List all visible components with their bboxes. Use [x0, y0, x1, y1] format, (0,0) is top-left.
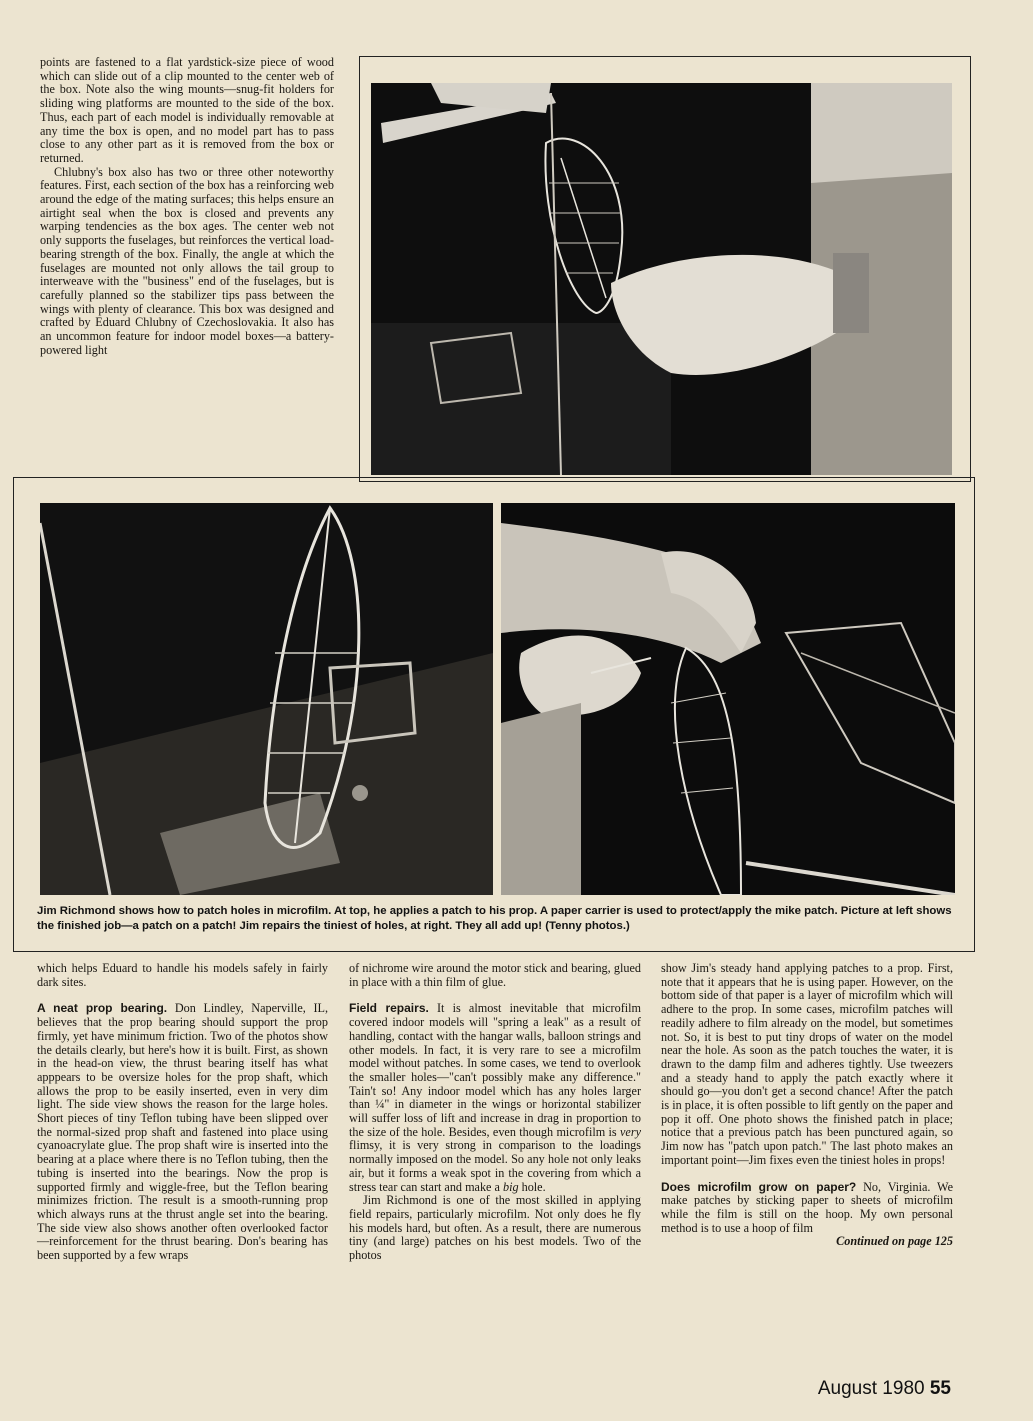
issue-date: August 1980 — [817, 1378, 925, 1399]
emphasis: very — [620, 1124, 641, 1139]
paragraph: Chlubny's box also has two or three other noteworthy features. First, each section of the box has a reinforcing web around the edge of the mating surfaces; this helps ensure an airtight seal when the box is closed and prevents any warping tendencies as the box ages. The center web not only supports the fuselages, but reinforces the vertical load-bearing strength of the box. Finally, the angle at which the fuselages are mounted not only allows the tail group to interweave with the "business" end of the fuselages, but is carefully planned so the stabilizer tips pass between the wings with plenty of clearance. This box was designed and crafted by Eduard Chlubny of Czechoslovakia. It also has an uncommon feature for indoor model boxes—a battery-powered light — [40, 164, 334, 357]
section-heading: Field repairs. — [349, 1001, 429, 1016]
paragraph-text: No, Virginia. We make patches by sticking paper to sheets of microfilm while the film is still on the hoop. My own personal method is to use a hoop of film — [661, 1179, 953, 1235]
paragraph: Jim Richmond is one of the most skilled in applying field repairs, particularly microfilm. Not only does he fly his models hard, but often. As a result, there are numerous tiny (and large) patches on his best models. Two of the photos — [349, 1193, 641, 1263]
photo-caption: Jim Richmond shows how to patch holes in microfilm. At top, he applies a patch to his prop. A paper carrier is used to protect/apply the mike patch. Picture at left shows the finished job—a patch on a patch! Jim repairs the tiniest of holes, at right. They all add up! (Tenny photos.) — [37, 905, 952, 932]
photo-finished-patch — [40, 503, 493, 895]
paragraph-text: hole. — [518, 1179, 546, 1194]
paragraph — [661, 1181, 953, 1236]
text-column-1 — [37, 962, 328, 1263]
paragraph-text: Don Lindley, Naperville, IL, believes that the prop bearing should support the prop firmly, yet have minimum friction. Two of the photos show the details clearly, but here's how it is built. First, as shown in the head-on view, the thrust bearing itself has what apppears to be oversize holes for the prop shaft, which allows the prop to be easily inserted, even in very dim light. The side view shows the reason for the large holes. Short pieces of tiny Teflon tubing have been slipped over the normal-sized prop shaft and fastened into place using cyanoacrylate glue. The prop shaft wire is inserted into the bearing at a place where there is no Teflon tubing, then the tubing is inserted into the bearings. Now the prop is supported firmly and wiggle-free, but the Teflon bearing minimizes friction. The result is a smooth-running prop which always runs at the thrust angle set into the bearing. The side view also shows another often overlooked factor—reinforcement for the thrust bearing. Don's bearing has been supported by a few wraps — [37, 1001, 329, 1263]
emphasis: big — [502, 1179, 519, 1194]
section-heading: A neat prop bearing. — [37, 1001, 168, 1016]
paragraph: of nichrome wire around the motor stick and bearing, glued in place with a thin film of glue. — [349, 961, 641, 989]
photo-patch-prop — [371, 83, 952, 475]
page-folio — [818, 1378, 951, 1400]
text-column-top-left — [40, 56, 334, 357]
paragraph — [349, 1002, 641, 1194]
paragraph-text: flimsy, it is very strong in comparison to the loadings normally imposed on the model. So any hole not only leaks air, but it forms a weak spot in the covering from which a stress tear can start and make a — [349, 1138, 641, 1194]
continued-line: Continued on page 125 — [836, 1234, 953, 1249]
paragraph — [37, 1002, 328, 1262]
paragraph: show Jim's steady hand applying patches to a prop. First, note that it appears that he is using paper. However, on the bottom side of that paper is a layer of microfilm which will adhere to the prop. In some cases, microfilm patches will readily adhere to film already on the model, but sometimes not. So, it is best to put tiny drops of water on the model near the hole. As soon as the patch touches the water, it is drawn to the damp film and adheres tightly. Use tweezers and a steady hand to apply the patch exactly where it should go—you don't get a second chance! After the patch is in place, it is often possible to lift gently on the paper and pop it off. One photo shows the finished patch in place; notice that a previous patch has been punctured again, so Jim now has "patch upon patch." The last photo makes an important point—Jim fixes even the tiniest holes in props! — [661, 961, 953, 1167]
paragraph: points are fastened to a flat yardstick-size piece of wood which can slide out of a clip mounted to the center web of the box. Note also the wing mounts—snug-fit holders for sliding wing platforms are mounted to the side of the box. Thus, each part of each model is individually removable at any time the box is open, and no model part has to pass close to any other part as it is removed from the box or returned. — [40, 55, 334, 165]
paragraph-text: It is almost inevitable that microfilm covered indoor models will "spring a leak" as a result of handling, contact with the hangar walls, balloon strings and other models. In fact, it is very rare to see a microfilm model without patches. In some cases, we tend to overlook the smaller holes—"can't possibly make any difference." Tain't so! Any indoor model which has any holes larger than ¼" in diameter in the wings or horizontal stabilizer will suffer loss of lift and increase in drag in proportion to the size of the hole. Besides, even though microfilm is — [349, 1001, 641, 1139]
paragraph: which helps Eduard to handle his models safely in fairly dark sites. — [37, 961, 328, 989]
text-column-2 — [349, 962, 641, 1263]
photo-tiny-holes — [501, 503, 955, 895]
section-heading: Does microfilm grow on paper? — [661, 1179, 857, 1194]
text-column-3 — [661, 962, 953, 1249]
page-number: 55 — [929, 1378, 951, 1399]
